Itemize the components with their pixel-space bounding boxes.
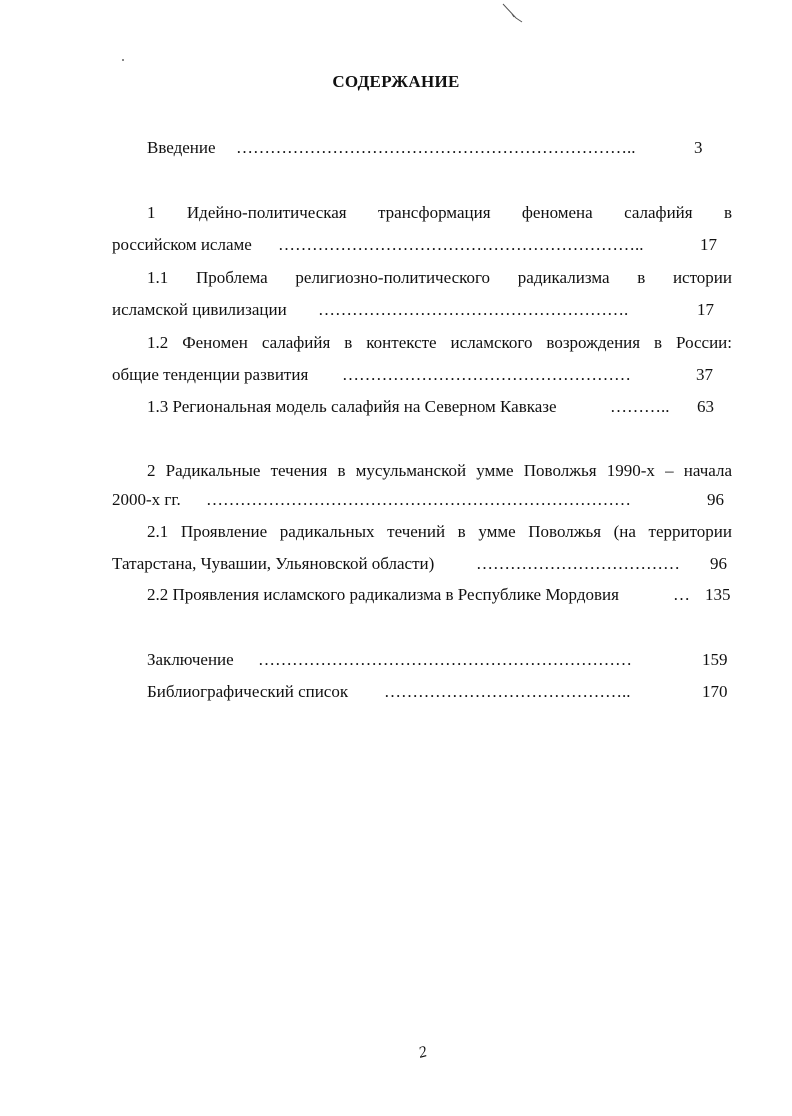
page-number: 2 bbox=[416, 1043, 429, 1062]
toc-s2-1-page: 96 bbox=[710, 554, 727, 573]
scan-mark-icon bbox=[500, 2, 530, 28]
toc-s1-2-line2: общие тенденции развития bbox=[112, 365, 309, 384]
toc-ch1-line2: российском исламе bbox=[112, 235, 252, 254]
page-title: СОДЕРЖАНИЕ bbox=[332, 72, 460, 91]
toc-s2-1-dots: ……………………………… bbox=[476, 554, 680, 573]
toc-bibliography-dots: …………………………………….. bbox=[384, 682, 631, 701]
toc-s2-1-line1: 2.1 Проявление радикальных течений в умме Поволжья (на территории bbox=[147, 522, 732, 541]
toc-s1-2-line1: 1.2 Феномен салафийя в контексте исламского возрождения в России: bbox=[147, 333, 732, 352]
toc-s2-1-line2: Татарстана, Чувашии, Ульяновской области) bbox=[112, 554, 435, 573]
toc-s1-3-dots: ……….. bbox=[610, 397, 670, 416]
toc-ch1-dots: ……………………………………………………….. bbox=[278, 235, 644, 254]
toc-conclusion-label: Заключение bbox=[147, 650, 234, 669]
toc-s1-3-label: 1.3 Региональная модель салафийя на Северном Кавказе bbox=[147, 397, 557, 416]
toc-bibliography-page: 170 bbox=[702, 682, 728, 701]
scan-dot bbox=[122, 59, 124, 61]
toc-s1-2-page: 37 bbox=[696, 365, 713, 384]
toc-s1-1-page: 17 bbox=[697, 300, 714, 319]
toc-ch2-dots: ………………………………………………………………… bbox=[206, 490, 631, 509]
toc-intro-label: Введение bbox=[147, 138, 216, 157]
toc-s1-1-line1: 1.1 Проблема религиозно-политического радикализма в истории bbox=[147, 268, 732, 287]
toc-conclusion-dots: ………………………………………………………… bbox=[258, 650, 632, 669]
toc-ch2-line1: 2 Радикальные течения в мусульманской умме Поволжья 1990-х – начала bbox=[147, 461, 732, 480]
toc-ch2-line2: 2000-х гг. bbox=[112, 490, 181, 509]
toc-ch1-page: 17 bbox=[700, 235, 717, 254]
toc-s1-2-dots: …………………………………………… bbox=[342, 365, 631, 384]
toc-s1-3-page: 63 bbox=[697, 397, 714, 416]
toc-intro-dots: …………………………………………………………….. bbox=[236, 138, 636, 157]
toc-s1-1-line2: исламской цивилизации bbox=[112, 300, 287, 319]
toc-s2-2-dots: … bbox=[673, 585, 690, 604]
toc-s1-1-dots: ………………………………………………. bbox=[318, 300, 629, 319]
toc-bibliography-label: Библиографический список bbox=[147, 682, 349, 701]
toc-intro-page: 3 bbox=[694, 138, 703, 157]
toc-conclusion-page: 159 bbox=[702, 650, 728, 669]
toc-ch2-page: 96 bbox=[707, 490, 724, 509]
toc-ch1-line1: 1 Идейно-политическая трансформация феномена салафийя в bbox=[147, 203, 732, 222]
toc-s2-2-label: 2.2 Проявления исламского радикализма в Республике Мордовия bbox=[147, 585, 619, 604]
toc-s2-2-page: 135 bbox=[705, 585, 731, 604]
